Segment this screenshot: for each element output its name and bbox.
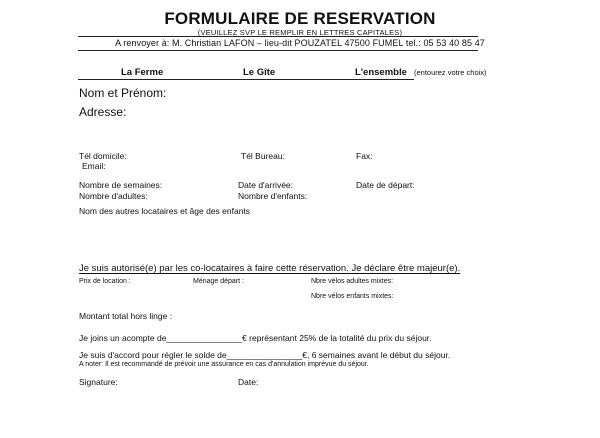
- email-label: Email:: [82, 161, 106, 171]
- header-bottom-rule: [78, 50, 478, 51]
- insurance-note: A noter: Il est recommandé de prévoir une assurance en cas d'annulation imprévue du séjour.: [79, 361, 369, 368]
- office-phone-label: Tél Bureau:: [241, 151, 285, 161]
- signature-label: Signature:: [79, 377, 118, 387]
- balance-statement: Je suis d'accord pour régler le solde de________________€, 6 semaines avant le début du séjour.: [79, 350, 451, 360]
- fax-label: Fax:: [356, 151, 373, 161]
- adult-bikes-label: Nbre vélos adultes mixtes:: [311, 278, 394, 285]
- weeks-label: Nombre de semaines:: [79, 180, 163, 190]
- name-label: Nom et Prénom:: [79, 86, 167, 100]
- home-phone-label: Tél domicile:: [79, 151, 127, 161]
- header-top-rule: [78, 36, 478, 37]
- deposit-statement: Je joins un acompte de________________€ représentant 25% de la totalité du prix du séjour.: [79, 333, 432, 343]
- choice-ensemble[interactable]: L'ensemble: [355, 67, 407, 78]
- choice-underline: [78, 79, 414, 80]
- authorization-statement: Je suis autorisé(e) par les co-locataires à faire cette réservation. Je déclare être majeur(e).: [79, 263, 461, 274]
- cleaning-label: Ménage départ :: [193, 278, 244, 285]
- form-subtitle: (VEUILLEZ SVP LE REMPLIR EN LETTRES CAPITALES): [197, 28, 403, 37]
- choice-le-gite[interactable]: Le Gîte: [243, 67, 276, 78]
- arrival-date-label: Date d'arrivée:: [238, 180, 294, 190]
- child-bikes-label: Nbre vélos enfants mixtes:: [311, 293, 394, 300]
- children-label: Nombre d'enfants:: [238, 191, 308, 201]
- choice-instruction: (entourez votre choix): [414, 68, 487, 77]
- departure-date-label: Date de départ:: [356, 180, 415, 190]
- address-label: Adresse:: [79, 105, 127, 119]
- form-title: FORMULAIRE DE RESERVATION: [164, 9, 436, 28]
- rental-price-label: Prix de location :: [79, 278, 131, 285]
- other-tenants-label: Nom des autres locataires et âge des enfants: [79, 206, 251, 216]
- adults-label: Nombre d'adultes:: [79, 191, 148, 201]
- return-address: A renvoyer à: M. Christian LAFON – lieu-dit POUZATEL 47500 FUMEL tel.: 05 53 40 85 47: [115, 38, 485, 48]
- date-label: Date:: [238, 377, 259, 387]
- total-amount-label: Montant total hors linge :: [79, 311, 173, 321]
- choice-la-ferme[interactable]: La Ferme: [121, 67, 164, 78]
